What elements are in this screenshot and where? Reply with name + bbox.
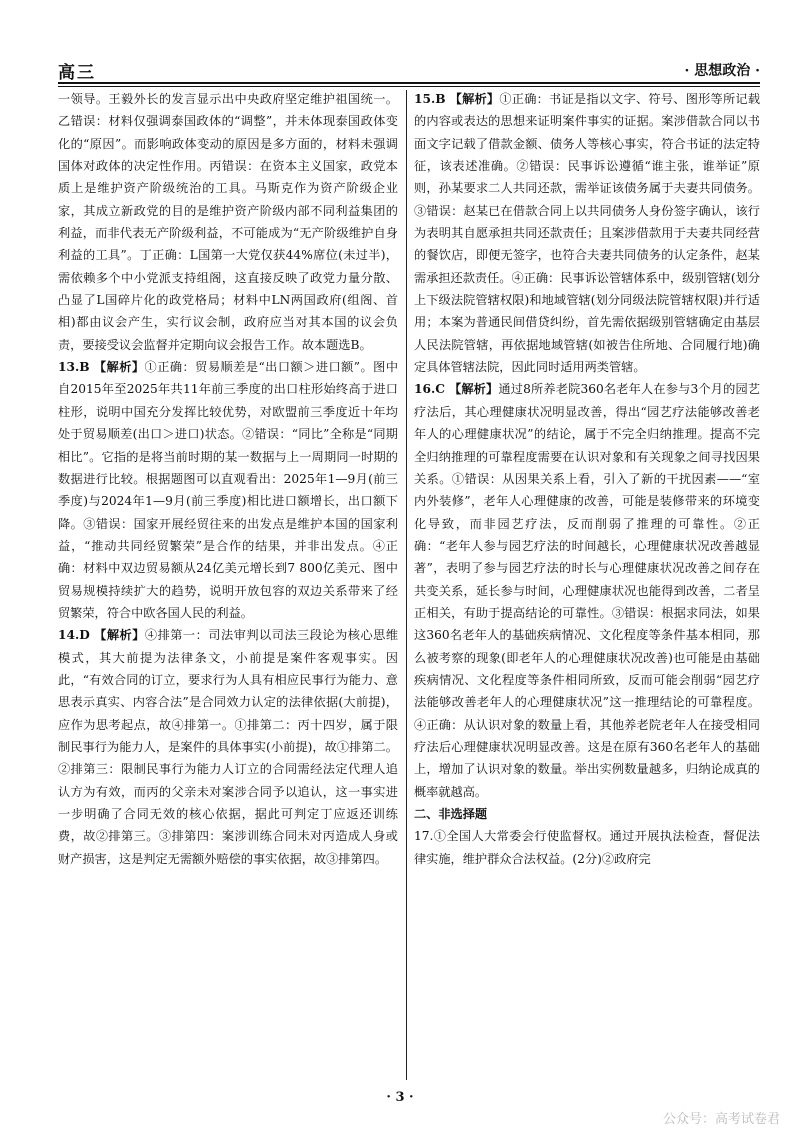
answer-16-text: 通过8所养老院360名老年人在参与3个月的园艺疗法后，其心理健康状况明显改善，得出“园艺疗法能够改善老年人的心理健康状况”的结论，属于不完全归纳推理。提高不完全归纳推理的可靠程度需要在认识对象和有关现象之间寻找因果关系。①错误：从因果关系上看，引入了新的干扰因素——“室内外装修”，老年人心理健康的改善，可能是装修带来的环境变化导致，而非园艺疗法，反而削弱了推理的可靠性。②正确：“老年人参与园艺疗法的时间越长，心理健康状况改善越显著”，表明了参与园艺疗法的时长与心理健康状况改善之间存在共变关系，延长参与时间，心理健康状况也能得到改善，二者呈正相关，有助于提高结论的可靠性。③错误：根据求同法，如果这360名老年人的基础疾病情况、文化程度等条件基本相同，那么被考察的现象(即老年人的心理健康状况改善)也可能是由基础疾病情况、文化程度等条件相同所致，反而可能会削弱“园艺疗法能够改善老年人的心理健康状况”这一推理结论的可靠程度。④正确：从认识对象的数量上看，其他养老院老年人在接受相同疗法后心理健康状况明显改善。这是在原有360名老年人的基础上，增加了认识对象的数量。举出实例数量越多，归纳论成真的概率就越高。 <box>414 382 761 799</box>
answer-15-text: ①正确：书证是指以文字、符号、图形等所记载的内容或表达的思想来证明案件事实的证据。案涉借款合同以书面文字记载了借款金额、债务人等核心事实，符合书证的法定特征，该表述准确。②错误：民事诉讼遵循“谁主张，谁举证”原则，孙某要求二人共同还款，需举证该债务属于夫妻共同债务。③错误：赵某已在借款合同上以共同债务人身份签字确认，该行为表明其自愿承担共同还款责任；且案涉借款用于夫妻共同经营的餐饮店，即便无签字，也符合夫妻共同债务的认定条件，赵某需承担还款责任。④正确：民事诉讼管辖体系中，级别管辖(划分上下级法院管辖权限)和地域管辖(划分同级法院管辖权限)并行适用；本案为普通民间借贷纠纷，首先需依据级别管辖确定由基层人民法院管辖，再依据地域管辖(如被告住所地、合同履行地)确定具体管辖法院，因此同时适用两类管辖。 <box>414 92 761 375</box>
answer-14-number: 14.D <box>58 628 90 643</box>
answer-13-tag: 【解析】 <box>93 360 145 375</box>
answer-13 <box>58 356 398 624</box>
continuation-paragraph: 一领导。王毅外长的发言显示出中央政府坚定维护祖国统一。乙错误：材料仅强调泰国政体的“调整”，并未体现泰国政体变化的“原因”。而影响政体变动的原因是多方面的，材料未强调国体对政体的决定性作用。丙错误：在资本主义国家，政党本质上是维护资产阶级统治的工具。马斯克作为资产阶级企业家，其成立新政党的目的是维护资产阶级内部不同利益集团的利益，而非代表无产阶级利益，不可能成为“无产阶级维护自身利益的工具”。丁正确：L国第一大党仅获44%席位(未过半)，需依赖多个中小党派支持组阁，这直接反映了政党力量分散、凸显了L国碎片化的政党格局；材料中LN两国政府(组阁、首相)都由议会产生，实行议会制，政府应当对其本国的议会负责，要接受议会监督并定期向议会报告工作。故本题选B。 <box>58 92 398 352</box>
answer-14 <box>58 624 398 870</box>
grade-label: 高三 <box>58 63 96 83</box>
watermark: 公众号：高考试卷君 <box>662 1112 780 1127</box>
answer-16 <box>414 378 760 803</box>
answer-14-text: ④排第一：司法审判以司法三段论为核心思维模式，其大前提为法律条文，小前提是案件客观事实。因此，“有效合同的订立，要求行为人具有相应民事行为能力、意思表示真实、内容合法”是合同效力认定的法律依据(大前提)，应作为思考起点，故④排第一。①排第二：丙十四岁，属于限制民事行为能力人，是案件的具体事实(小前提)，故①排第二。②排第三：限制民事行为能力人订立的合同需经法定代理人追认方为有效，而丙的父亲未对案涉合同予以追认，这一事实进一步明确了合同无效的核心依据，据此可判定丁应返还训练费，故②排第三。③排第四：案涉训练合同未对丙造成人身或财产损害，这是判定无需额外赔偿的事实依据，故③排第四。 <box>58 628 399 866</box>
answer-13-text: ①正确：贸易顺差是“出口额＞进口额”。图中自2015年至2025年共11年前三季度的出口柱形始终高于进口柱形，说明中国充分发挥比较优势，对欧盟前三季度近十年均处于贸易顺差(出口＞进口)状态。②错误：“同比”全称是“同期相比”。它指的是将当前时期的某一数据与上一周期同一时期的数据进行比较。根据题图可以直观看出：2025年1—9月(前三季度)与2024年1—9月(前三季度)相比进口额增长，出口额下降。③错误：国家开展经贸往来的出发点是维护本国的国家利益，“推动共同经贸繁荣”是合作的结果，并非出发点。④正确：材料中双边贸易额从24亿美元增长到7 800亿美元、图中贸易规模持续扩大的趋势，说明开放包容的双边关系带来了经贸繁荣，符合中欧各国人民的利益。 <box>58 360 399 620</box>
header-rule <box>58 82 760 84</box>
column-divider <box>406 90 407 1080</box>
header-rule-thin <box>58 86 760 87</box>
answer-14-tag: 【解析】 <box>94 628 145 643</box>
answer-15 <box>414 88 760 378</box>
answer-13-number: 13.B <box>58 360 90 375</box>
left-column <box>58 88 398 870</box>
right-column <box>414 88 760 870</box>
section-title-non-choice: 二、非选择题 <box>414 807 488 821</box>
answer-15-number: 15.B <box>414 92 446 106</box>
answer-17: 17.①全国人大常委会行使监督权。通过开展执法检查，督促法律实施，维护群众合法权益。(2分)②政府完 <box>414 829 760 866</box>
answer-16-tag: 【解析】 <box>448 382 499 397</box>
page-number: · 3 · <box>386 1090 414 1105</box>
page-header <box>58 58 760 82</box>
subject-label: · 思想政治 · <box>684 63 760 79</box>
answer-16-number: 16.C <box>414 382 445 397</box>
answer-15-tag: 【解析】 <box>449 92 500 106</box>
